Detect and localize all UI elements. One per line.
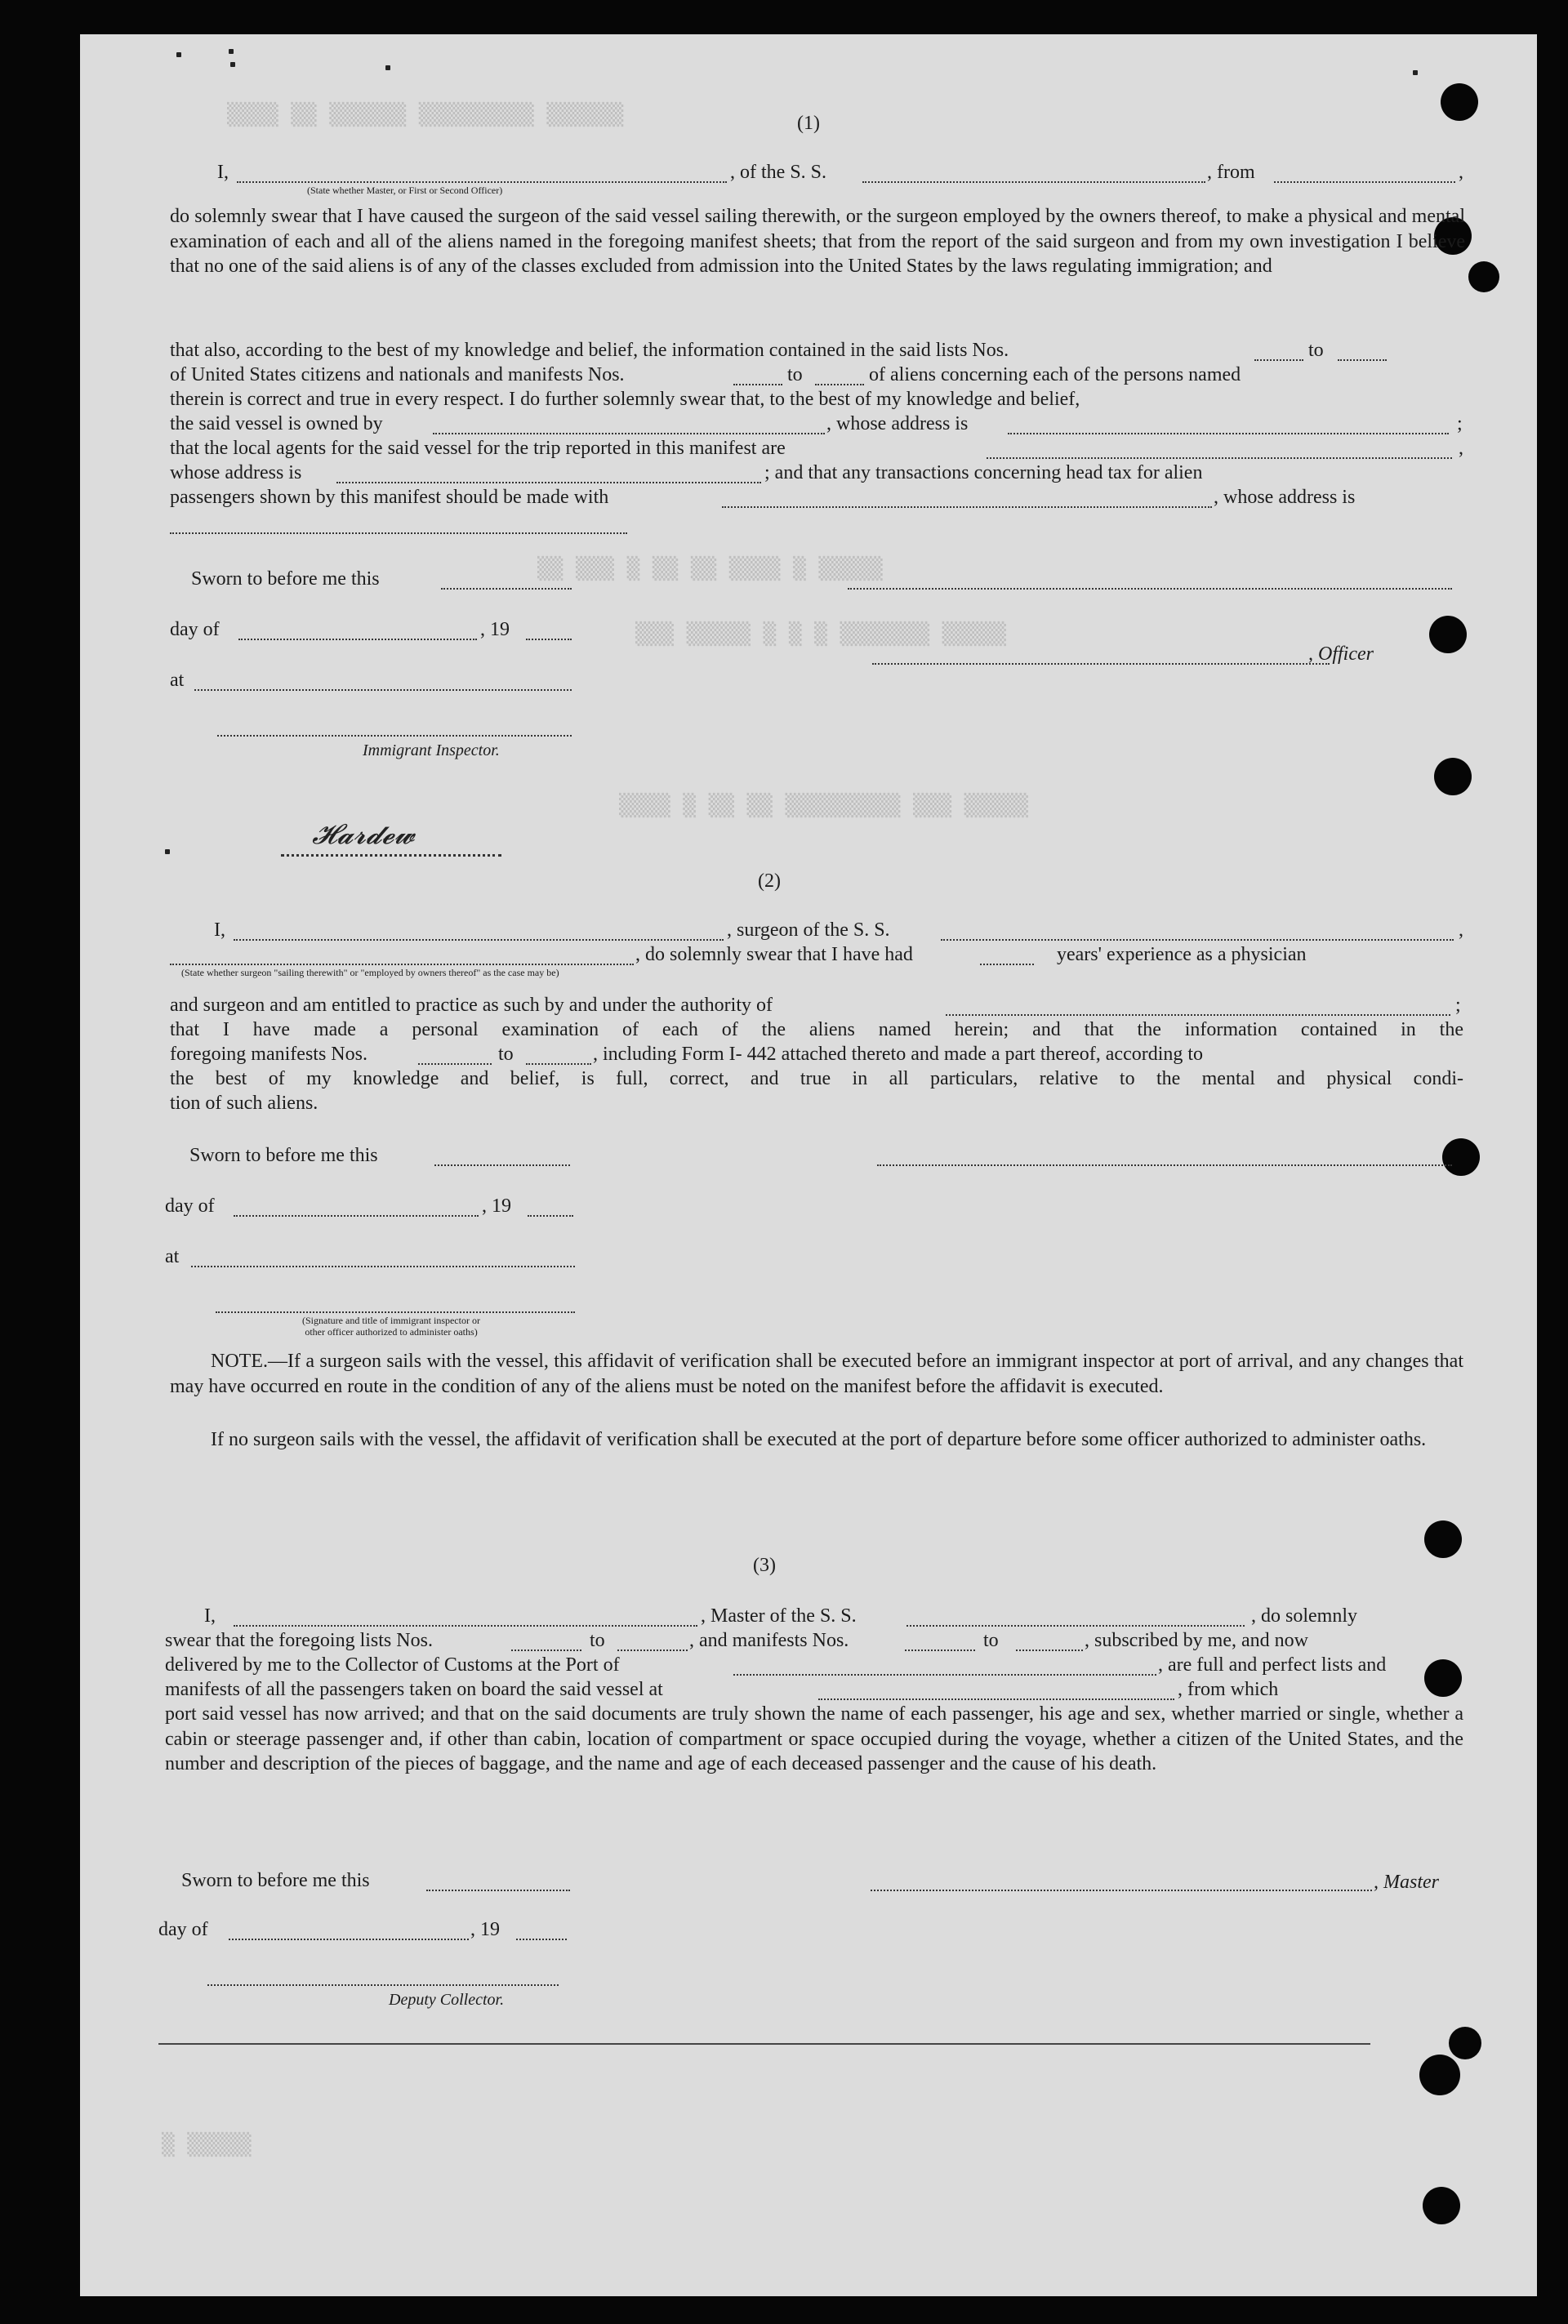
s3-deputy-label: Deputy Collector.: [389, 1991, 505, 2009]
punch-hole: [1434, 758, 1472, 795]
s3-port-field[interactable]: [733, 1674, 1156, 1676]
s3-lists-text: swear that the foregoing lists Nos.: [165, 1630, 433, 1651]
s1-comma: ,: [1459, 162, 1463, 183]
s3-sworn: Sworn to before me this: [181, 1870, 370, 1891]
s1-whose-text: whose address is: [170, 462, 302, 483]
agents-field[interactable]: [987, 457, 1452, 459]
s2-authority-semicolon: ;: [1455, 995, 1461, 1016]
s1-day-of: day of: [170, 619, 220, 640]
s1-officer-signature-field[interactable]: [848, 588, 1452, 590]
s2-sig-caption-2: other officer authorized to administer oaths): [305, 1326, 478, 1338]
master-name-field[interactable]: [234, 1625, 697, 1627]
ink-speck: [1413, 70, 1418, 75]
bleed-through: ▒▒ ▒▒▒ ▒ ▒▒ ▒▒ ▒▒▒▒ ▒ ▒▒▒▒▒: [537, 557, 883, 581]
from-port-field[interactable]: [1274, 181, 1455, 183]
s3-manifests-to: to: [983, 1630, 999, 1651]
surgeon-status-field[interactable]: [170, 964, 634, 965]
s2-examination-text: that I have made a personal examination of each of the aliens named herein; and that the information contained in the: [170, 1019, 1463, 1040]
s3-solemnly: , do solemnly: [1251, 1605, 1357, 1627]
s3-day-of-field[interactable]: [229, 1939, 469, 1940]
s2-manifests-to-field[interactable]: [526, 1063, 591, 1065]
manifests-to-field[interactable]: [815, 384, 864, 385]
ink-speck: [176, 52, 181, 57]
lists-from-field[interactable]: [1254, 359, 1303, 361]
s2-foregoing-text: foregoing manifests Nos.: [170, 1044, 368, 1065]
s1-i-label: I,: [217, 162, 229, 183]
s1-paragraph: do solemnly swear that I have caused the surgeon of the said vessel sailing therewith, or the surgeon employed by the owners thereof, to make a physical and mental examination of each and all of the aliens named in the foregoing manifest sheets; that from the report of the said surgeon and from my own investigation I believe that no one of the said aliens is of any of the classes excluded from admission into the United States by the laws regulating immigration; and: [170, 206, 1465, 277]
s2-sworn-date-field[interactable]: [434, 1164, 570, 1166]
s3-subscribed-text: , subscribed by me, and now: [1085, 1630, 1308, 1651]
authority-field[interactable]: [946, 1014, 1450, 1016]
vessel-name-field[interactable]: [862, 181, 1205, 183]
s1-year-field[interactable]: [526, 639, 572, 640]
bleed-through: ▒▒▒ ▒▒▒▒▒ ▒ ▒ ▒ ▒▒▒▒▒▒▒ ▒▒▒▒▒: [635, 622, 1006, 647]
ink-speck: [385, 65, 390, 70]
s2-best-text: the best of my knowledge and belief, is full, correct, and true in all particulars, relative to the mental and physical condi-: [170, 1068, 1463, 1089]
s3-sworn-date-field[interactable]: [426, 1890, 570, 1891]
s1-owned-semicolon: ;: [1457, 413, 1463, 434]
s3-departure-port-field[interactable]: [818, 1698, 1174, 1700]
s2-day-of: day of: [165, 1195, 215, 1217]
s3-paragraph: port said vessel has now arrived; and that on the said documents are truly shown the name of each passenger, his age and sex, whether married or single, whether a cabin or steerage passenger and, if other than cabin, location of compartment or space occupied during the voyage, whether a citizen of the United States, and the number and description of the pieces of baggage, and the name and age of each deceased passenger and the cause of his death.: [165, 1703, 1463, 1774]
punch-hole: [1424, 1520, 1462, 1558]
surgeon-status-caption: (State whether surgeon "sailing therewith" or "employed by owners thereof" as the case may be): [181, 967, 559, 978]
s2-foregoing-to: to: [498, 1044, 514, 1065]
headtax-address-field[interactable]: [170, 532, 627, 534]
s1-agents-text: that the local agents for the said vessel for the trip reported in this manifest are: [170, 438, 786, 459]
s2-tion-text: tion of such aliens.: [170, 1093, 318, 1114]
s1-correct-text: therein is correct and true in every respect. I do further solemnly swear that, to the best of my knowledge and belief,: [170, 389, 1080, 410]
ink-speck: [165, 849, 170, 854]
s2-at-field[interactable]: [191, 1266, 575, 1267]
s2-including-text: , including Form I- 442 attached thereto and made a part thereof, according to: [593, 1044, 1204, 1065]
section-number-1: (1): [797, 113, 820, 134]
s1-passengers-text: passengers shown by this manifest should be made with: [170, 487, 609, 508]
s1-agents-comma: ,: [1459, 438, 1463, 459]
s1-owned-address: , whose address is: [826, 413, 969, 434]
s1-passengers-address: , whose address is: [1214, 487, 1356, 508]
s1-lists-to: to: [1308, 340, 1324, 361]
bleed-through: ▒▒▒▒ ▒▒ ▒▒▒▒▒▒ ▒▒▒▒▒▒▒▒▒ ▒▒▒▒▒▒: [227, 103, 624, 127]
s2-day-of-field[interactable]: [234, 1215, 479, 1217]
s2-note-2: If no surgeon sails with the vessel, the affidavit of verification shall be executed at the port of departure before some officer authorized to administer oaths.: [211, 1429, 1427, 1450]
s1-lists-text: that also, according to the best of my knowledge and belief, the information contained in the said lists Nos.: [170, 340, 1009, 361]
agents-address-field[interactable]: [336, 482, 761, 483]
section-number-2: (2): [758, 870, 781, 892]
owner-field[interactable]: [433, 433, 825, 434]
section-number-3: (3): [753, 1555, 776, 1576]
s1-day-of-field[interactable]: [238, 639, 477, 640]
s3-vessel-field[interactable]: [906, 1625, 1245, 1627]
ink-speck: [229, 49, 234, 54]
s1-at: at: [170, 670, 185, 691]
s3-master-signature-field[interactable]: [871, 1890, 1372, 1891]
s3-year-field[interactable]: [516, 1939, 567, 1940]
s3-lists-to: to: [590, 1630, 605, 1651]
s1-sworn: Sworn to before me this: [191, 568, 380, 590]
s2-at: at: [165, 1246, 180, 1267]
officer-name-field[interactable]: [237, 181, 727, 183]
form-page: [80, 34, 1537, 2296]
s1-inspector-label: Immigrant Inspector.: [363, 741, 500, 759]
s1-officer-title-field[interactable]: [872, 663, 1330, 665]
s3-manifests-text: , and manifests Nos.: [689, 1630, 849, 1651]
punch-hole: [1419, 2055, 1460, 2095]
ink-speck: [230, 62, 235, 67]
s3-full-text: , are full and perfect lists and: [1158, 1654, 1387, 1676]
s1-manifests-text: of United States citizens and nationals and manifests Nos.: [170, 364, 625, 385]
s3-lists-from-field[interactable]: [511, 1650, 581, 1651]
s2-i-label: I,: [214, 919, 225, 941]
s2-sworn: Sworn to before me this: [189, 1145, 378, 1166]
bottom-rule: [158, 2043, 1370, 2045]
s3-day-of: day of: [158, 1919, 208, 1940]
punch-hole: [1429, 616, 1467, 653]
s2-inspector-signature-field[interactable]: [216, 1311, 575, 1313]
s2-surgeon-of-ss: , surgeon of the S. S.: [727, 919, 890, 941]
s2-vessel-field[interactable]: [941, 939, 1454, 941]
s2-surgeon-signature-field[interactable]: [877, 1164, 1452, 1166]
punch-hole: [1468, 261, 1499, 292]
surgeon-name-field[interactable]: [234, 939, 724, 941]
s2-sig-caption-1: (Signature and title of immigrant inspector or: [302, 1315, 480, 1326]
s1-manifests-to: to: [787, 364, 803, 385]
s3-i-label: I,: [204, 1605, 216, 1627]
s1-at-field[interactable]: [194, 689, 572, 691]
s1-nineteen: , 19: [480, 619, 510, 640]
s1-manifests-tail: of aliens concerning each of the persons named: [869, 364, 1241, 385]
s3-from-which: , from which: [1178, 1679, 1279, 1700]
s2-comma: ,: [1459, 919, 1463, 941]
punch-hole: [1449, 2027, 1481, 2059]
signature-dotted-line: [281, 854, 501, 857]
years-experience-field[interactable]: [980, 964, 1034, 965]
handwritten-signature: 𝓗𝓪𝓻𝓭𝓮𝔀: [312, 818, 415, 851]
s3-nineteen: , 19: [470, 1919, 500, 1940]
s2-swear-text: , do solemnly swear that I have had: [635, 944, 913, 965]
manifests-from-field[interactable]: [733, 384, 782, 385]
punch-hole: [1442, 1138, 1480, 1176]
s2-note-1: NOTE.—If a surgeon sails with the vessel, this affidavit of verification shall be executed before an immigrant inspector at port of arrival, and any changes that may have occurred en route in the condition of any of the aliens must be noted on the manifest before the affidavit is executed.: [170, 1351, 1463, 1397]
bleed-through: ▒▒▒▒ ▒ ▒▒ ▒▒ ▒▒▒▒▒▒▒▒▒ ▒▒▒ ▒▒▒▒▒: [619, 794, 1028, 818]
s1-from-label: , from: [1207, 162, 1255, 183]
punch-hole: [1441, 83, 1478, 121]
s2-years-text: years' experience as a physician: [1057, 944, 1307, 965]
punch-hole: [1423, 2187, 1460, 2224]
officer-caption: (State whether Master, or First or Second Officer): [307, 185, 503, 196]
s3-manifests-to-field[interactable]: [1016, 1650, 1083, 1651]
s3-collector-signature-field[interactable]: [207, 1984, 559, 1986]
s3-taken-text: manifests of all the passengers taken on board the said vessel at: [165, 1679, 663, 1700]
s2-manifests-from-field[interactable]: [418, 1063, 492, 1065]
s2-authority-text: and surgeon and am entitled to practice as such by and under the authority of: [170, 995, 773, 1016]
s2-nineteen: , 19: [482, 1195, 511, 1217]
s1-sworn-date-field[interactable]: [441, 588, 572, 590]
s1-of-ss-label: , of the S. S.: [730, 162, 827, 183]
headtax-party-field[interactable]: [722, 506, 1212, 508]
s1-officer-label: , Officer: [1308, 643, 1374, 665]
s1-headtax-text: ; and that any transactions concerning head tax for alien: [764, 462, 1203, 483]
s1-inspector-signature-field[interactable]: [217, 735, 572, 737]
s3-master-of-ss: , Master of the S. S.: [701, 1605, 857, 1627]
bleed-through: ▒ ▒▒▒▒▒: [162, 2133, 252, 2157]
s2-year-field[interactable]: [528, 1215, 573, 1217]
s3-delivered-text: delivered by me to the Collector of Customs at the Port of: [165, 1654, 620, 1676]
owner-address-field[interactable]: [1008, 433, 1449, 434]
s3-manifests-from-field[interactable]: [905, 1650, 975, 1651]
punch-hole: [1424, 1659, 1462, 1697]
s1-owned-text: the said vessel is owned by: [170, 413, 383, 434]
s3-master-label: , Master: [1374, 1872, 1439, 1893]
lists-to-field[interactable]: [1338, 359, 1387, 361]
s3-lists-to-field[interactable]: [617, 1650, 688, 1651]
